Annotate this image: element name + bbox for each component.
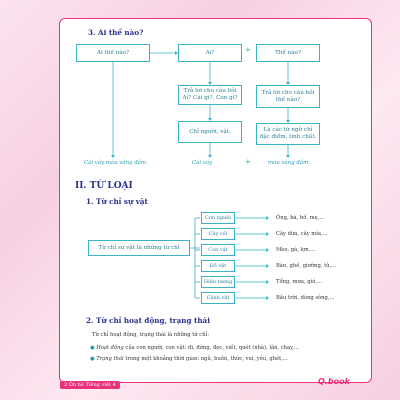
kind-box: Cây cối xyxy=(201,228,235,240)
kind-example: Mèo, gà, lợn,... xyxy=(276,247,316,253)
kind-box: Cảnh vật xyxy=(201,292,235,304)
subsection-2-heading: 2. Từ chỉ hoạt động, trạng thái xyxy=(86,316,210,325)
kind-example: Bầu trời, dòng sông,... xyxy=(276,295,335,301)
the-nao-box: Thế nào? xyxy=(256,44,320,62)
footer-tag: 2 Ôn hè Tiếng việt 4 xyxy=(60,381,120,389)
example-plus: + xyxy=(245,158,251,166)
kind-example: Ông, bà, bố, mẹ,... xyxy=(276,215,325,221)
bullet-activity-desc: của con người, con vật: đi, đứng, đọc, viết, quét (nhà), lăn, chạy,... xyxy=(123,345,299,351)
kind-example: Tổng, mưa, gió,... xyxy=(276,279,322,285)
root-box: Từ chỉ sự vật là những từ chỉ xyxy=(88,240,190,256)
kind-box: Hiện tượng xyxy=(201,276,235,288)
plus-sign: + xyxy=(245,46,251,54)
section-3-heading: 3. Ai thế nào? xyxy=(88,28,144,37)
bullet-activity-term: Hoạt động xyxy=(96,345,124,351)
example-ai: Cái váy xyxy=(192,160,213,166)
ai-box: Ai? xyxy=(178,44,242,62)
bullet-mark: ● xyxy=(90,345,95,351)
kind-example: Bàn, ghế, giường, tủ,... xyxy=(276,263,337,269)
publisher-logo: Q.book xyxy=(318,377,350,386)
example-the-nao: màu vàng đậm. xyxy=(268,160,310,166)
bullet-state-desc: trong một khoảng thời gian: ngủ, buồn, thức, vui, yêu, ghét,... xyxy=(123,356,288,362)
the-nao-desc-box: Là các từ ngữ chỉ đặc điểm, tính chất. xyxy=(256,123,320,145)
bullet-state xyxy=(90,356,288,362)
section-ii-heading: II. TỪ LOẠI xyxy=(75,181,133,191)
kind-box: Đồ vật xyxy=(201,260,235,272)
answer-ai-box: Trả lời cho câu hỏi Ai? Cái gì?, Con gì? xyxy=(178,85,242,105)
kind-example: Cây dừa, cây mía,... xyxy=(276,231,328,237)
kind-box: Con vật xyxy=(201,244,235,256)
example-caption: Cái váy màu vàng đậm. xyxy=(84,160,148,166)
bullet-state-term: Trạng thái xyxy=(96,356,124,362)
intro-text: Từ chỉ hoạt động, trạng thái là những từ chỉ: xyxy=(92,332,209,338)
pattern-box: Ai thế nào? xyxy=(76,44,150,62)
ai-desc-box: Chỉ người, vật. xyxy=(178,121,242,143)
subsection-1-heading: 1. Từ chỉ sự vật xyxy=(86,197,148,206)
kind-box: Con người xyxy=(201,212,235,224)
answer-the-nao-box: Trả lời cho câu hỏi thế nào? xyxy=(256,85,320,108)
bullet-activity xyxy=(90,345,299,351)
bullet-mark: ● xyxy=(90,356,95,362)
